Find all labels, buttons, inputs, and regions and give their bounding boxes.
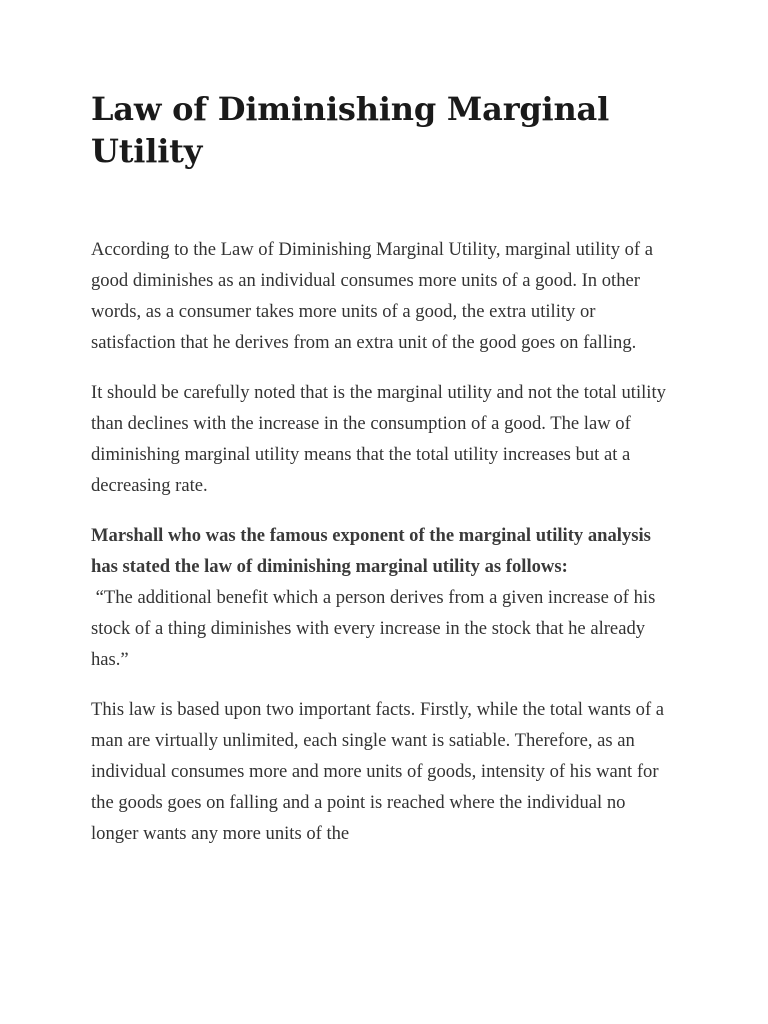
article: [91, 88, 677, 868]
article-title-line-1: Law of Diminishing Marginal: [91, 90, 610, 128]
paragraph-marshall-intro: Marshall who was the famous exponent of the marginal utility analysis has stated the law of diminishing marginal utility as follows:: [91, 525, 651, 577]
article-title-line-2: Utility: [91, 132, 203, 170]
article-body: [91, 234, 677, 849]
paragraph-definition: According to the Law of Diminishing Marginal Utility, marginal utility of a good diminishes as an individual consumes more units of a good. In other words, as a consumer takes more units of a good, the extra utility or satisfaction that he derives from an extra unit of the good goes on falling.: [91, 239, 654, 353]
paragraph-basis: This law is based upon two important facts. Firstly, while the total wants of a man are virtually unlimited, each single want is satiable. Therefore, as an individual consumes more and more units of goods, intensity of his want for the goods goes on falling and a point is reached where the individual no longer wants any more units of the: [91, 699, 665, 844]
article-title: [91, 88, 677, 172]
paragraph-note: It should be carefully noted that is the marginal utility and not the total utility than declines with the increase in the consumption of a good. The law of diminishing marginal utility means that the total utility increases but at a decreasing rate.: [91, 382, 666, 496]
marshall-quote: “The additional benefit which a person derives from a given increase of his stock of a thing diminishes with every increase in the stock that he already has.”: [91, 587, 656, 670]
